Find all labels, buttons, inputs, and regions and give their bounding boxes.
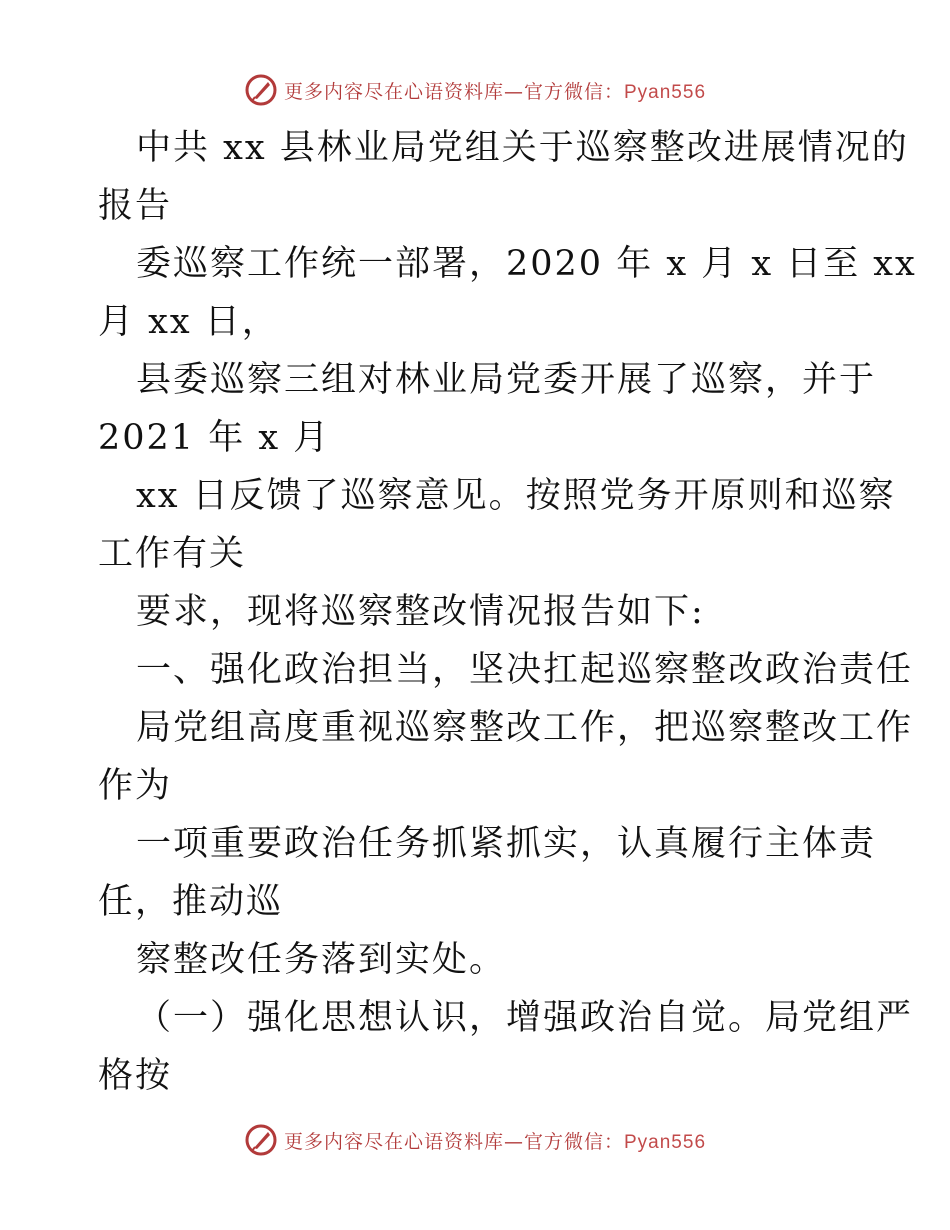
banner-wechat-id: Pyan556	[624, 1131, 707, 1153]
doc-line: 县委巡察三组对林业局党委开展了巡察，并于	[136, 360, 877, 400]
banner-text	[284, 1127, 706, 1154]
header-banner	[0, 70, 950, 110]
doc-line: 工作有关	[98, 534, 247, 574]
quill-logo-icon	[244, 73, 278, 107]
doc-line: 察整改任务落到实处。	[136, 940, 507, 980]
banner-text	[284, 77, 706, 104]
doc-line: 委巡察工作统一部署，2020 年 x 月 x 日至 xx	[136, 244, 917, 284]
doc-line: 2021 年 x 月	[98, 418, 331, 458]
banner-wechat-id: Pyan556	[624, 81, 707, 103]
banner-main-text: 更多内容尽在心语资料库	[283, 80, 504, 103]
doc-line: 一项重要政治任务抓紧抓实，认真履行主体责	[136, 824, 877, 864]
banner-dash: —	[503, 1130, 524, 1153]
section-heading: 一、强化政治担当，坚决扛起巡察整改政治责任	[136, 650, 914, 690]
banner-wechat-label: 官方微信：	[523, 80, 624, 103]
doc-line: 要求，现将巡察整改情况报告如下:	[136, 592, 705, 632]
quill-logo-icon	[244, 1123, 278, 1157]
doc-line: 报告	[98, 186, 173, 226]
subsection-heading: （一）强化思想认识，增强政治自觉。局党组严	[136, 998, 914, 1038]
banner-main-text: 更多内容尽在心语资料库	[283, 1130, 504, 1153]
doc-line: 月 xx 日，	[98, 302, 279, 342]
doc-line: 任，推动巡	[98, 882, 284, 922]
doc-line: 局党组高度重视巡察整改工作，把巡察整改工作	[136, 708, 914, 748]
doc-line: 作为	[98, 766, 173, 806]
doc-line: 格按	[98, 1056, 173, 1096]
doc-line: xx 日反馈了巡察意见。按照党务开原则和巡察	[136, 476, 896, 516]
doc-line: 中共 xx 县林业局党组关于巡察整改进展情况的	[136, 128, 909, 168]
banner-dash: —	[503, 80, 524, 103]
footer-banner	[0, 1120, 950, 1160]
banner-wechat-label: 官方微信：	[523, 1130, 624, 1153]
